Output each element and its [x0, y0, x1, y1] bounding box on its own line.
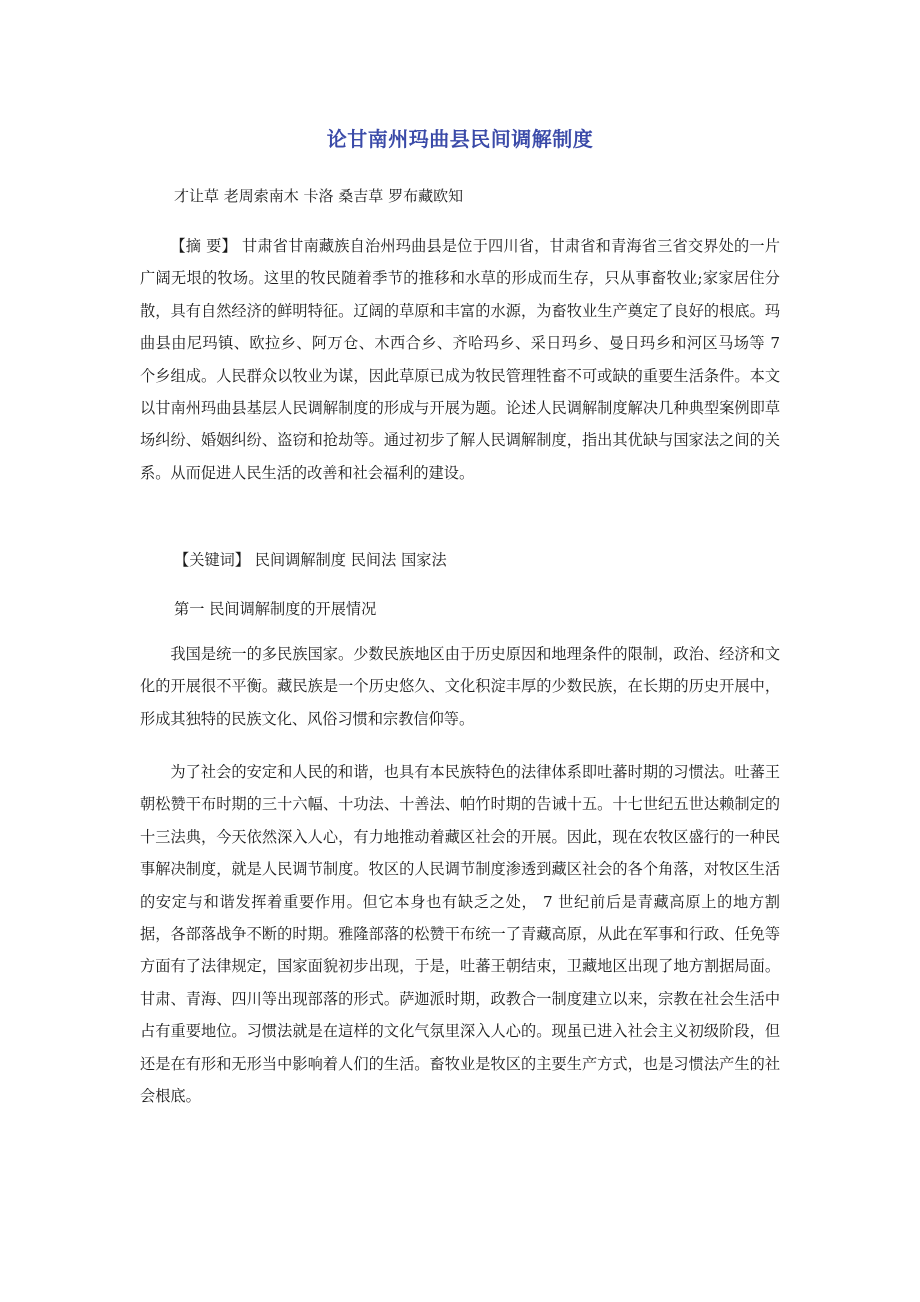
abstract-paragraph: 【摘 要】 甘肃省甘南藏族自治州玛曲县是位于四川省，甘肃省和青海省三省交界处的一片广阔无垠的牧场。这里的牧民随着季节的推移和水草的形成而生存，只从事畜牧业;家家居住分散，具有自然经济的鲜明特征。辽阔的草原和丰富的水源，为畜牧业生产奠定了良好的根底。玛曲县由尼玛镇、欧拉乡、阿万仓、木西合乡、齐哈玛乡、采日玛乡、曼日玛乡和河区马场等 7 个乡组成。人民群众以牧业为谋，因此草原已成为牧民管理牲畜不可或缺的重要生活条件。本文以甘南州玛曲县基层人民调解制度的形成与开展为题。论述人民调解制度解决几种典型案例即草场纠纷、婚姻纠纷、盗窃和抢劫等。通过初步了解人民调解制度，指出其优缺与国家法之间的关系。从而促进人民生活的改善和社会福利的建设。 — [140, 237, 780, 482]
body-paragraph: 我国是统一的多民族国家。少数民族地区由于历史原因和地理条件的限制，政治、经济和文化的开展很不平衡。藏民族是一个历史悠久、文化积淀丰厚的少数民族，在长期的历史开展中，形成其独特的民族文化、风俗习惯和宗教信仰等。 — [140, 645, 780, 728]
paper-title: 论甘南州玛曲县民间调解制度 — [326, 127, 594, 151]
body-paragraph: 为了社会的安定和人民的和谐，也具有本民族特色的法律体系即吐蕃时期的习惯法。吐蕃王朝松赞干布时期的三十六幅、十功法、十善法、帕竹时期的告诫十五。十七世纪五世达赖制定的十三法典，今天依然深入人心，有力地推动着藏区社会的开展。因此，现在农牧区盛行的一种民事解决制度，就是人民调节制度。牧区的人民调节制度渗透到藏区社会的各个角落，对牧区生活的安定与和谐发挥着重要作用。但它本身也有缺乏之处， 7 世纪前后是青藏高原上的地方割据，各部落战争不断的时期。雅隆部落的松赞干布统一了青藏高原，从此在军事和行政、任免等方面有了法律规定，国家面貌初步出现，于是，吐蕃王朝结束，卫藏地区出现了地方割据局面。甘肃、青海、四川等出现部落的形式。萨迦派时期，政教合一制度建立以来，宗教在社会生活中占有重要地位。习惯法就是在這样的文化气氛里深入人心的。现虽已进入社会主义初级阶段，但还是在有形和无形当中影响着人们的生活。畜牧业是牧区的主要生产方式，也是习惯法产生的社会根底。 — [140, 763, 780, 1106]
keywords-line: 【关键词】 民间调解制度 民间法 国家法 — [174, 551, 447, 569]
section-heading: 第一 民间调解制度的开展情况 — [174, 600, 377, 618]
author-list: 才让草 老周索南木 卡洛 桑吉草 罗布藏欧知 — [174, 187, 464, 205]
